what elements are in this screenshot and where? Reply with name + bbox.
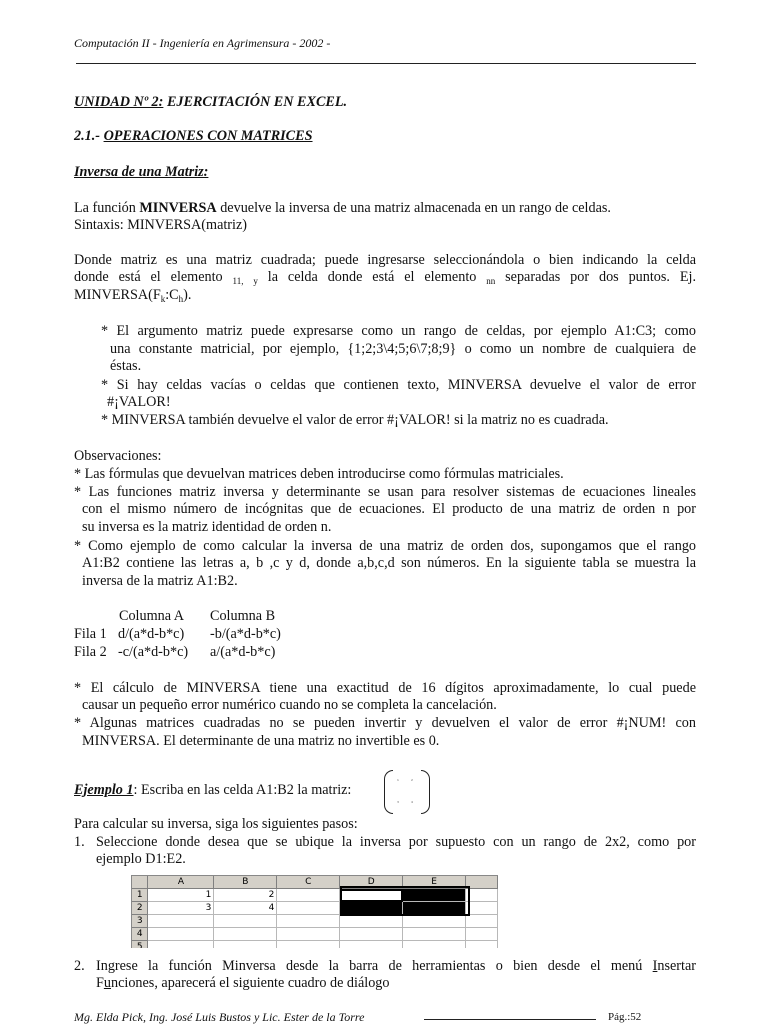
cell-b1: 2 <box>214 889 277 902</box>
matrix-value: 1 <box>397 778 399 782</box>
text-run: Ingrese la función Minversa desde la barra de herramientas o bien desde el menú <box>96 958 653 974</box>
bullet-line: * El argumento matriz puede expresarse como un rango de celdas, por ejemplo A1:C3; como <box>101 323 696 339</box>
observacion-line: * Las funciones matriz inversa y determinante se usan para resolver sistemas de ecuaciones lineales <box>74 484 696 500</box>
cell <box>214 928 277 941</box>
subscript: nn <box>486 276 496 286</box>
cell-b2: 4 <box>214 902 277 915</box>
bullet-line: una constante matricial, por ejemplo, {1;2;3\4;5;6\7;8;9} o como un nombre de cualquiera de <box>110 341 696 357</box>
column-header: A <box>148 876 214 889</box>
inverse-table-col-b-header: Columna B <box>210 608 276 624</box>
function-name: MINVERSA <box>139 200 217 216</box>
cell <box>340 941 403 949</box>
unit-title <box>74 94 347 111</box>
section-number: 2.1.- <box>74 128 104 144</box>
ejemplo-line <box>74 782 351 799</box>
step-1-line-1: Seleccione donde desea que se ubique la inversa por supuesto con un rango de 2x2, como por <box>96 834 696 850</box>
row-header: 2 <box>132 902 148 915</box>
row-header: 3 <box>132 915 148 928</box>
observacion-line: su inversa es la matriz identidad de orden n. <box>82 519 332 535</box>
step-2-line-1 <box>96 958 696 975</box>
donde-line-1: Donde matriz es una matriz cuadrada; puede ingresarse seleccionándola o bien indicando la celda <box>74 252 696 268</box>
row-header: 4 <box>132 928 148 941</box>
menu-accelerator: I <box>652 958 658 974</box>
inverse-table-col-a-header: Columna A <box>119 608 185 624</box>
note-line: * Algunas matrices cuadradas no se pueden invertir y devuelven el valor de error #¡NUM! con <box>74 715 696 731</box>
subscript: 11, <box>232 276 244 286</box>
subsection-title: Inversa de una Matriz: <box>74 164 209 180</box>
matrix-graphic <box>384 770 430 814</box>
matrix-value: 2 <box>411 778 413 782</box>
donde-line-3 <box>74 287 191 304</box>
cell <box>277 941 340 949</box>
menu-accelerator: u <box>103 975 111 991</box>
text-run: nsertar <box>657 958 696 974</box>
text-run: donde está el elemento <box>74 269 233 285</box>
intro-line-1 <box>74 200 611 217</box>
running-header: Computación II - Ingeniería en Agrimensura - 2002 - <box>74 36 331 50</box>
ejemplo-text: : Escriba en las celda A1:B2 la matriz: <box>133 782 352 798</box>
matrix-value: 4 <box>411 800 413 804</box>
cell <box>148 941 214 949</box>
cell <box>466 915 498 928</box>
column-header-empty <box>466 876 498 889</box>
bullet-line: #¡VALOR! <box>107 394 171 410</box>
row-header: 1 <box>132 889 148 902</box>
intro-text: devuelve la inversa de una matriz almacenada en un rango de celdas. <box>216 200 611 216</box>
note-line: MINVERSA. El determinante de una matriz no invertible es 0. <box>82 733 440 749</box>
bullet-line: éstas. <box>110 358 142 374</box>
observacion-line: con el mismo número de incógnitas que de ecuaciones. El producto de una matriz de orden n por <box>82 501 696 517</box>
text-run: separadas por dos puntos. Ej. <box>495 269 697 285</box>
bullet-line: * Si hay celdas vacías o celdas que contienen texto, MINVERSA devuelve el valor de error <box>101 377 696 393</box>
cell-c2 <box>277 902 340 915</box>
right-bracket <box>421 770 430 814</box>
bullet-line: * MINVERSA también devuelve el valor de error #¡VALOR! si la matriz no es cuadrada. <box>101 412 609 428</box>
inverse-table-cell: a/(a*d-b*c) <box>210 644 276 660</box>
observacion-line: * Las fórmulas que devuelvan matrices deben introducirse como fórmulas matriciales. <box>74 466 564 482</box>
column-header: E <box>403 876 466 889</box>
cell <box>466 928 498 941</box>
observacion-line: * Como ejemplo de como calcular la inversa de una matriz de orden dos, supongamos que el rango <box>74 538 696 554</box>
cell-c1 <box>277 889 340 902</box>
cell-f1 <box>466 889 498 902</box>
selection-border <box>342 888 468 914</box>
footer-rule <box>424 1019 596 1020</box>
text-run: :C <box>165 287 179 303</box>
unit-title-prefix: UNIDAD Nº 2: <box>74 94 164 110</box>
cell-f2 <box>466 902 498 915</box>
observacion-line: inversa de la matriz A1:B2. <box>82 573 238 589</box>
step-1-line-2: ejemplo D1:E2. <box>96 851 186 867</box>
text-run <box>243 269 253 285</box>
steps-intro: Para calcular su inversa, siga los siguientes pasos: <box>74 816 358 832</box>
cell <box>148 928 214 941</box>
text-run: MINVERSA(F <box>74 287 161 303</box>
step-2-line-2 <box>96 975 389 992</box>
text-run: nciones, aparecerá el siguiente cuadro de diálogo <box>110 975 390 991</box>
note-line: causar un pequeño error numérico cuando no se completa la cancelación. <box>82 697 497 713</box>
text-run: ). <box>183 287 192 303</box>
column-header: B <box>214 876 277 889</box>
column-header: C <box>277 876 340 889</box>
inverse-table-row-label: Fila 2 <box>74 644 107 660</box>
text-run: la celda donde está el elemento <box>257 269 487 285</box>
inverse-table-cell: -c/(a*d-b*c) <box>118 644 189 660</box>
header-rule <box>76 63 696 64</box>
inverse-table-cell: -b/(a*d-b*c) <box>210 626 281 642</box>
inverse-table-row-label: Fila 1 <box>74 626 107 642</box>
cell <box>340 928 403 941</box>
cell <box>214 941 277 949</box>
cell-a1: 1 <box>148 889 214 902</box>
observacion-line: A1:B2 contiene las letras a, b ,c y d, donde a,b,c,d son números. En la siguiente tabla se muestra la <box>82 555 696 571</box>
footer-authors: Mg. Elda Pick, Ing. José Luis Bustos y Lic. Ester de la Torre <box>74 1010 365 1024</box>
matrix-value: 3 <box>397 800 399 804</box>
ejemplo-label: Ejemplo 1 <box>74 782 134 798</box>
inverse-table-cell: d/(a*d-b*c) <box>118 626 185 642</box>
unit-title-rest: EJERCITACIÓN EN EXCEL. <box>163 94 348 110</box>
step-number: 1. <box>74 834 85 850</box>
section-title <box>74 128 313 145</box>
subscript: k <box>160 294 166 304</box>
cell <box>466 941 498 949</box>
subscript: y <box>253 276 258 286</box>
observaciones-title: Observaciones: <box>74 448 162 464</box>
intro-text: La función <box>74 200 140 216</box>
donde-line-2 <box>74 269 696 286</box>
cell-a2: 3 <box>148 902 214 915</box>
page-number: Pág.:52 <box>608 1011 642 1023</box>
cell <box>214 915 277 928</box>
cell <box>277 915 340 928</box>
subscript: h <box>178 294 184 304</box>
cell <box>403 941 466 949</box>
corner-cell <box>132 876 148 889</box>
left-bracket <box>384 770 393 814</box>
cell <box>403 928 466 941</box>
text-run: F <box>96 975 104 991</box>
syntax-line: Sintaxis: MINVERSA(matriz) <box>74 217 247 233</box>
note-line: * El cálculo de MINVERSA tiene una exactitud de 16 dígitos aproximadamente, lo cual puede <box>74 680 696 696</box>
column-header: D <box>340 876 403 889</box>
cell <box>148 915 214 928</box>
row-header: 5 <box>132 941 148 949</box>
cell <box>277 928 340 941</box>
cell <box>340 915 403 928</box>
section-name: OPERACIONES CON MATRICES <box>103 128 313 144</box>
cell <box>403 915 466 928</box>
step-number: 2. <box>74 958 85 974</box>
